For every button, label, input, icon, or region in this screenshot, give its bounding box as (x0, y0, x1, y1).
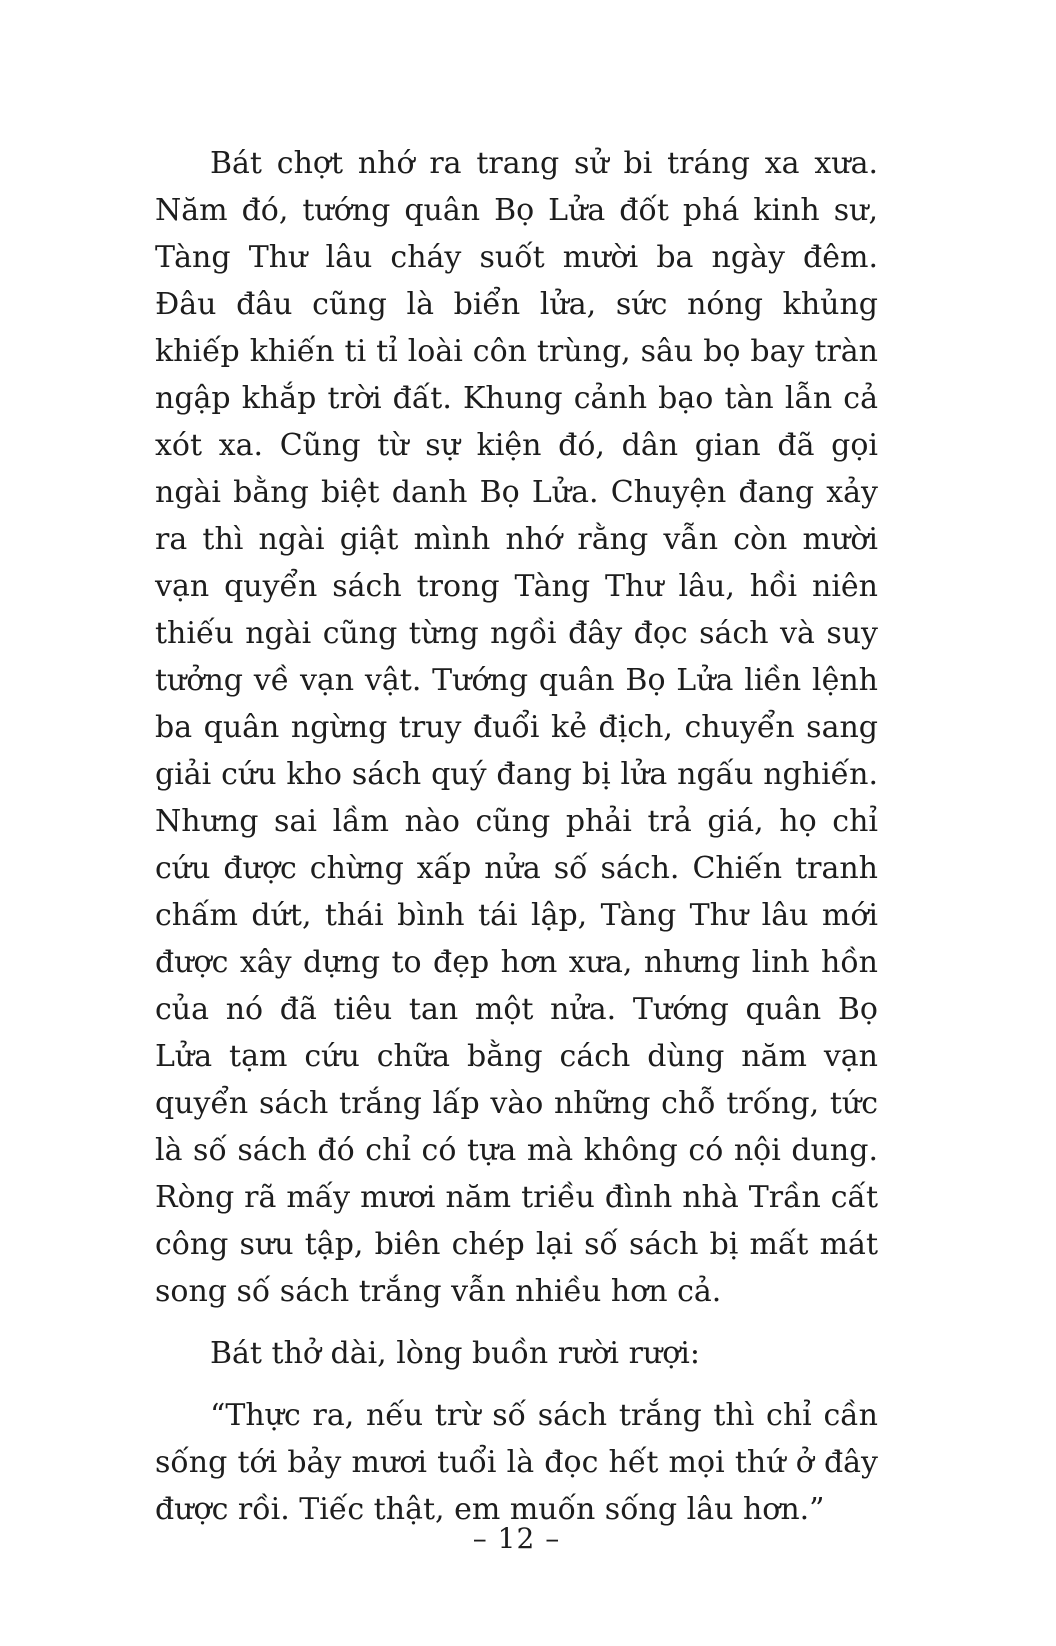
paragraph-bat-sighs: Bát thở dài, lòng buồn rười rượi: (210, 1336, 700, 1371)
page-number: – 12 – (472, 1522, 561, 1555)
paragraph-quote: “Thực ra, nếu trừ số sách trắng thì chỉ cần sống tới bảy mươi tuổi là đọc hết mọi thứ ở đây được rồi. Tiếc thật, em muốn sống lâu hơn.” (155, 1398, 878, 1527)
text-block (155, 140, 878, 1533)
paragraph-history-tang-thu-lau: Bát chợt nhớ ra trang sử bi tráng xa xưa. Năm đó, tướng quân Bọ Lửa đốt phá kinh sư, Tàng Thư lâu cháy suốt mười ba ngày đêm. Đâu đâu cũng là biển lửa, sức nóng khủng khiếp khiến ti tỉ loài côn trùng, sâu bọ bay tràn ngập khắp trời đất. Khung cảnh bạo tàn lẫn cả xót xa. Cũng từ sự kiện đó, dân gian đã gọi ngài bằng biệt danh Bọ Lửa. Chuyện đang xảy ra thì ngài giật mình nhớ rằng vẫn còn mười vạn quyển sách trong Tàng Thư lâu, hồi niên thiếu ngài cũng từng ngồi đây đọc sách và suy tưởng về vạn vật. Tướng quân Bọ Lửa liền lệnh ba quân ngừng truy đuổi kẻ địch, chuyển sang giải cứu kho sách quý đang bị lửa ngấu nghiến. Nhưng sai lầm nào cũng phải trả giá, họ chỉ cứu được chừng xấp nửa số sách. Chiến tranh chấm dứt, thái bình tái lập, Tàng Thư lâu mới được xây dựng to đẹp hơn xưa, nhưng linh hồn của nó đã tiêu tan một nửa. Tướng quân Bọ Lửa tạm cứu chữa bằng cách dùng năm vạn quyển sách trắng lấp vào những chỗ trống, tức là số sách đó chỉ có tựa mà không có nội dung. Ròng rã mấy mươi năm triều đình nhà Trần cất công sưu tập, biên chép lại số sách bị mất mát song số sách trắng vẫn nhiều hơn cả. (155, 146, 878, 1309)
